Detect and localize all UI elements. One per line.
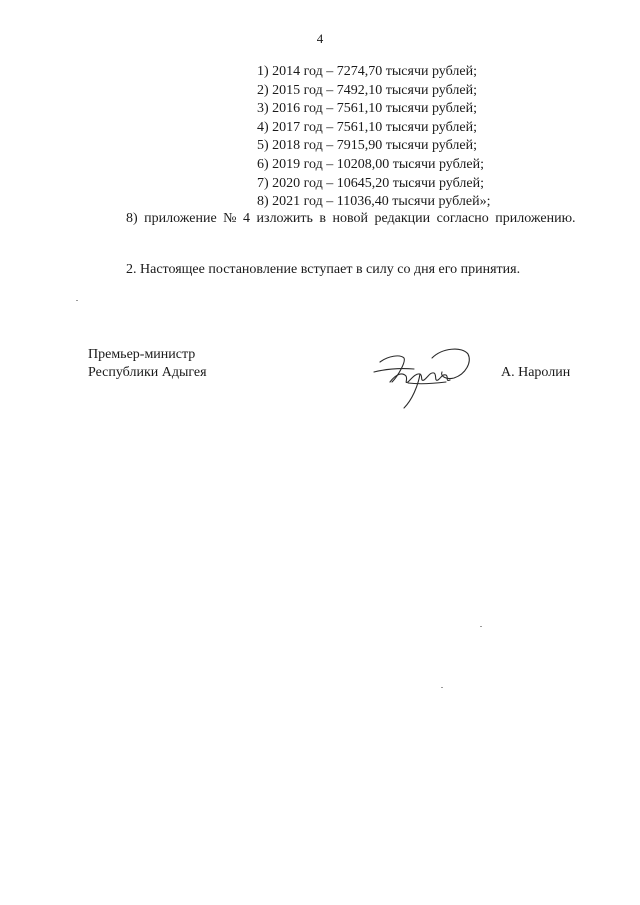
signatory-title-line-1: Премьер-министр — [88, 347, 196, 362]
paragraph-item-2: 2. Настоящее постановление вступает в силу со дня его принятия. — [126, 262, 521, 277]
signatory-name: А. Наролин — [501, 365, 571, 380]
funding-by-year-list — [257, 63, 490, 212]
handwritten-signature — [370, 342, 482, 412]
list-item: 2) 2015 год – 7492,10 тысячи рублей; — [257, 82, 477, 98]
list-item: 1) 2014 год – 7274,70 тысячи рублей; — [257, 64, 477, 79]
scan-speck — [441, 687, 443, 688]
list-item: 5) 2018 год – 7915,90 тысячи рублей; — [257, 138, 477, 154]
page-number: 4 — [316, 31, 324, 46]
signatory-title — [88, 346, 207, 382]
list-item: 8) 2021 год – 11036,40 тысячи рублей»; — [257, 194, 491, 210]
list-item: 7) 2020 год – 10645,20 тысячи рублей; — [257, 175, 484, 191]
scan-speck — [76, 300, 78, 301]
list-item: 6) 2019 год – 10208,00 тысячи рублей; — [257, 156, 484, 172]
scan-speck — [480, 626, 482, 627]
signatory-title-line-2: Республики Адыгея — [88, 365, 207, 380]
list-item: 3) 2016 год – 7561,10 тысячи рублей; — [257, 101, 477, 117]
paragraph-item-8: 8) приложение № 4 изложить в новой редакции согласно приложению. — [126, 211, 576, 226]
list-item: 4) 2017 год – 7561,10 тысячи рублей; — [257, 119, 477, 135]
